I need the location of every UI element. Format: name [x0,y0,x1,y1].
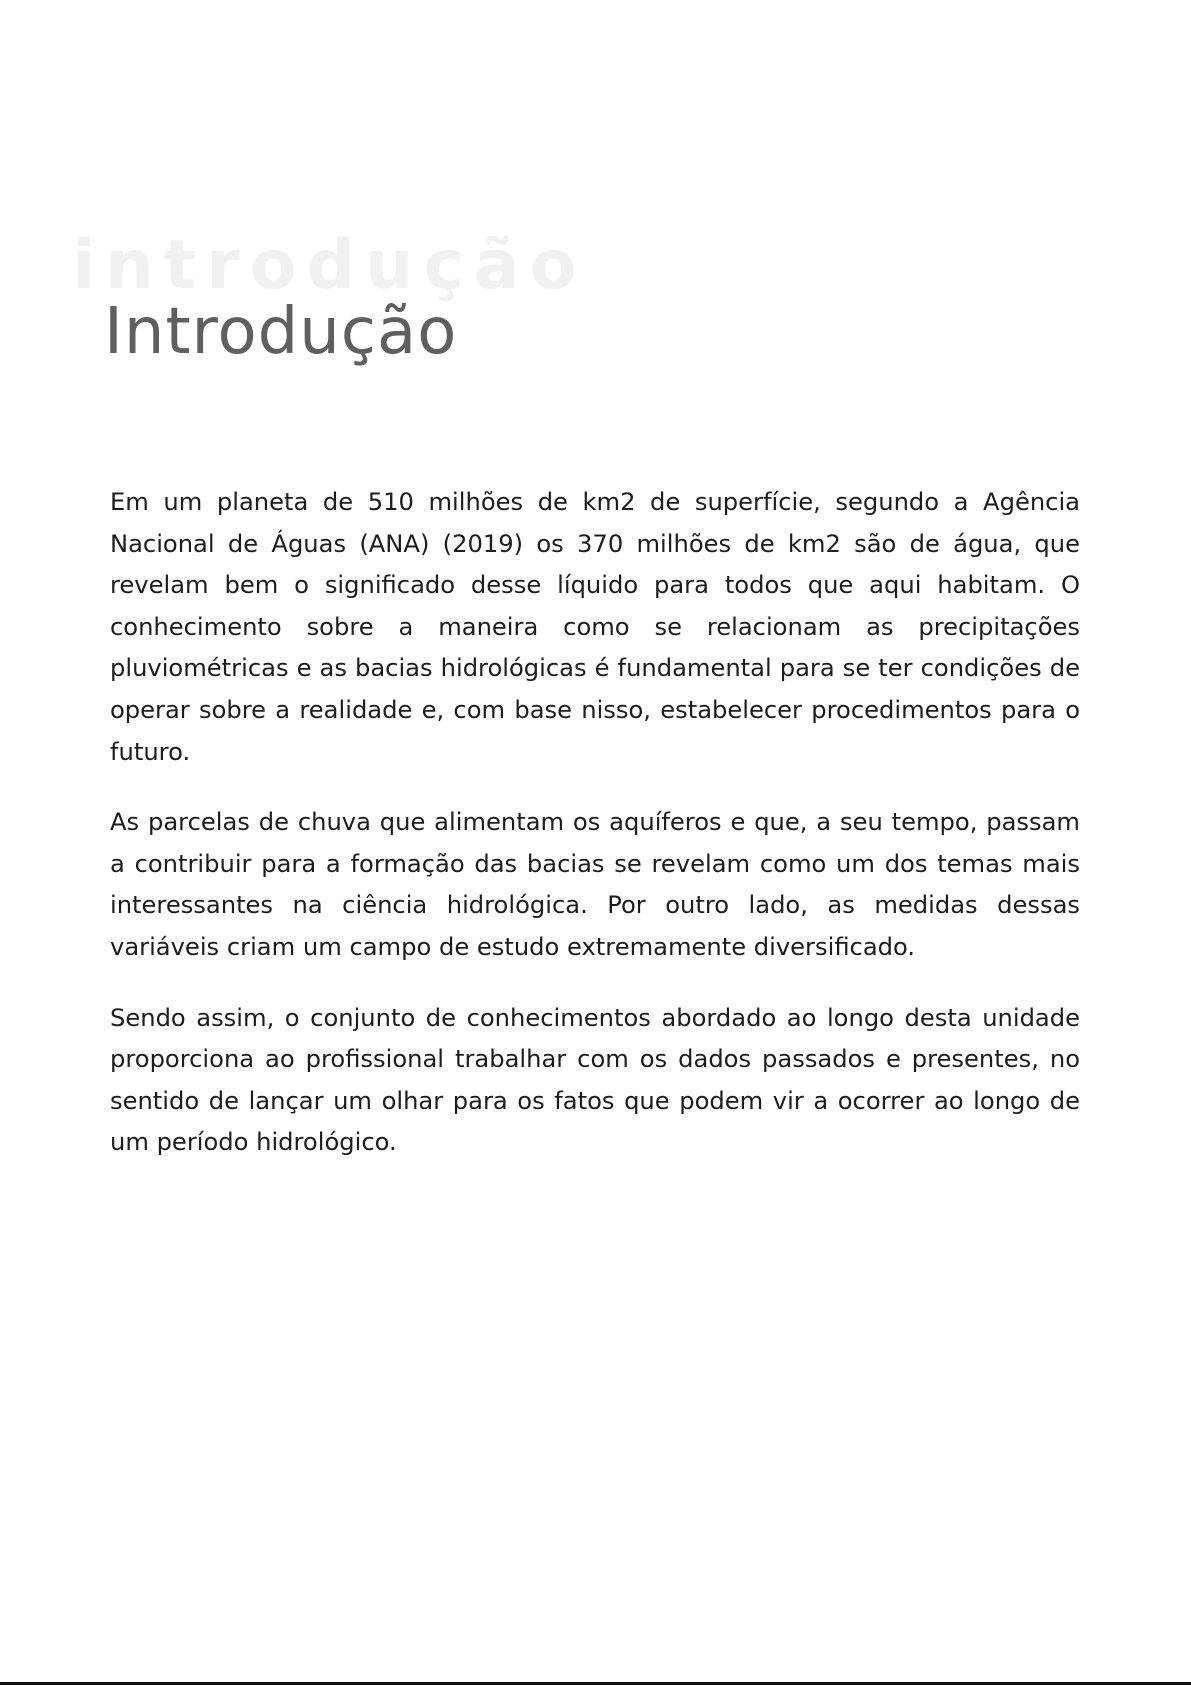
paragraph-3: Sendo assim, o conjunto de conhecimentos abordado ao longo desta unidade proporciona ao profissional trabalhar com os dados passados e presentes, no sentido de lançar um olhar para os fatos que podem vir a ocorrer ao longo de um período hidrológico. [110,1003,1080,1157]
paragraph-1: Em um planeta de 510 milhões de km2 de superfície, segundo a Agência Nacional de Águas (ANA) (2019) os 370 milhões de km2 são de água, que revelam bem o significado desse líquido para todos que aqui habitam. O conhecimento sobre a maneira como se relacionam as precipitações pluviométricas e as bacias hidrológicas é fundamental para se ter condições de operar sobre a realidade e, com base nisso, estabelecer procedimentos para o futuro. [110,488,1080,766]
body-text [110,482,1080,1193]
paragraph-2: As parcelas de chuva que alimentam os aquíferos e que, a seu tempo, passam a contribuir para a formação das bacias se revelam como um dos temas mais interessantes na ciência hidrológica. Por outro lado, as medidas dessas variáveis criam um campo de estudo extremamente diversificado. [110,808,1080,961]
page-title: Introdução [104,295,458,369]
decorative-background-heading: introdução [72,226,587,305]
